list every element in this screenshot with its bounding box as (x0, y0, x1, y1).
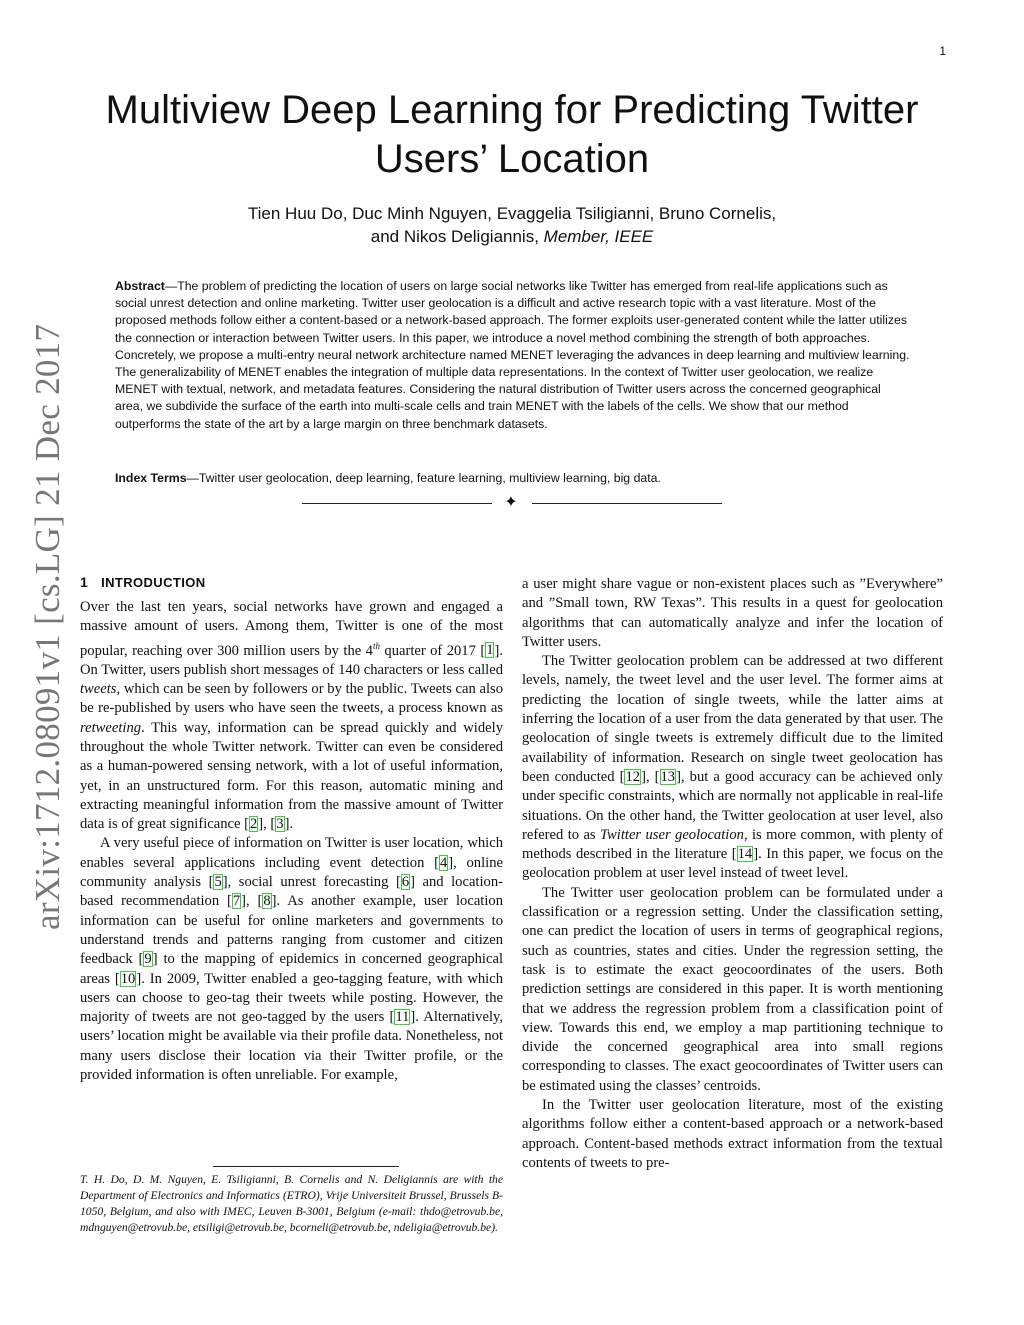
author-line-1: Tien Huu Do, Duc Minh Nguyen, Evaggelia Tsiligianni, Bruno Cornelis, (247, 204, 777, 223)
abstract-label: Abstract (115, 279, 165, 293)
intro-paragraph-2: A very useful piece of information on Twitter is user location, which enables several applications including event detection [4], online community analysis [5], social unrest forecasting [6] and location-based recommendation [7], [8]. As another example, user location information can be useful for online marketers and governments to understand trends and patterns ranging from customer and citizen feedback [9] to the mapping of epidemics in concerned geographical areas [10]. In 2009, Twitter enabled a geo-tagging feature, with which users can choose to geo-tag their tweets while posting. However, the majority of tweets are not geo-tagged by the users [11]. Alternatively, users’ location might be available via their profile data. Nonetheless, not many users disclose their location via their Twitter profile, or the provided information is often unreliable. For example, (80, 835, 503, 1083)
page-number: 1 (939, 44, 946, 58)
section-title: INTRODUCTION (101, 575, 206, 590)
citation-link[interactable]: 5 (214, 874, 222, 891)
intro-paragraph-3: a user might share vague or non-existent places such as ”Everywhere” and ”Small town, RW Texas”. This results in a quest for geolocation algorithms that can automatically analyze and infer the location of Twitter users. (522, 576, 943, 650)
author-line-2-names: and Nikos Deligiannis, (370, 227, 544, 246)
abstract-text: —The problem of predicting the location of users on large social networks like Twitter has emerged from real-life applications such as social unrest detection and online marketing. Twitter user geolocation is a difficult and active research topic with a vast literature. Most of the proposed methods follow either a content-based or a network-based approach. The former exploits user-generated content while the latter utilizes the connection or interaction between Twitter users. In this paper, we introduce a novel method combining the strength of both approaches. Concretely, we propose a multi-entry neural network architecture named MENET leveraging the advances in deep learning and multiview learning. The generalizability of MENET enables the integration of multiple data representations. In the context of Twitter user geolocation, we realize MENET with textual, network, and metadata features. Considering the natural distribution of Twitter users across the concerned geographical area, we subdivide the surface of the earth into multi-scale cells and train MENET with the labels of the cells. We show that our method outperforms the state of the art by a large margin on three benchmark datasets. (115, 279, 910, 431)
section-separator (302, 494, 722, 514)
separator-rule-left (302, 503, 492, 504)
intro-paragraph-4: The Twitter geolocation problem can be addressed at two different levels, namely, the tweet level and the user level. The former aims at predicting the location of single tweets, while the latter aims at inferring the location of a user from the data generated by that user. The geolocation of single tweets is extremely difficult due to the limited availability of information. Research on single tweet geolocation has been conducted [12], [13], but a good accuracy can be achieved only under specific constraints, which are normally not applicable in real-life situations. On the other hand, the Twitter geolocation at user level, also refered to as Twitter user geolocation, is more common, with plenty of methods described in the literature [14]. In this paper, we focus on the geolocation problem at user level instead of tweet level. (522, 653, 944, 882)
citation-link[interactable]: 1 (486, 642, 494, 659)
index-terms-text: —Twitter user geolocation, deep learning, feature learning, multiview learning, big data. (186, 471, 661, 485)
citation-link[interactable]: 2 (249, 816, 258, 833)
separator-rule-right (532, 503, 722, 504)
superscript: th (372, 640, 380, 651)
section-heading (80, 574, 206, 590)
citation-link[interactable]: 4 (439, 854, 448, 871)
author-affiliation-footnote: T. H. Do, D. M. Nguyen, E. Tsiligianni, B. Cornelis and N. Deligiannis are with the Department of Electronics and Informatics (ETRO), Vrije Universiteit Brussel, Brussels B-1050, Belgium, and also with IMEC, Leuven B-3001, Belgium (e-mail: thdo@etrovub.be, mdnguyen@etrovub.be, etsiligi@etrovub.be, bcorneli@etrovub.be, ndeligia@etrovub.be). (80, 1173, 503, 1234)
diamond-icon: ✦ (504, 494, 518, 511)
abstract (115, 278, 910, 433)
citation-link[interactable]: 3 (276, 816, 284, 833)
left-column (80, 598, 503, 1085)
citation-link[interactable]: 11 (395, 1009, 410, 1026)
intro-paragraph-1: Over the last ten years, social networks have grown and engaged a massive amount of users. Among them, Twitter is one of the most popular, reaching over 300 million users by the 4th quarter of 2017 [1]. On Twitter, users publish short messages of 140 characters or less called tweets, which can be seen by followers or by the public. Tweets can also be re-published by users who have seen the tweets, a process known as retweeting. This way, information can be spread quickly and widely throughout the whole Twitter network. Twitter can even be considered as a human-powered sensing network, with a lot of useful information, yet, in an unstructured form. For this reason, automatic mining and extracting meaningful information from the massive amount of Twitter data is of great significance [2], [3]. (80, 599, 503, 833)
section-number: 1 (80, 574, 89, 590)
author-line-2 (150, 225, 874, 248)
arxiv-identifier[interactable]: arXiv:1712.08091v1 [cs.LG] 21 Dec 2017 (28, 323, 67, 930)
intro-paragraph-6: In the Twitter user geolocation literature, most of the existing algorithms follow either a content-based approach or a network-based approach. Content-based methods extract information from the textual contents of tweets to pre- (522, 1097, 943, 1171)
citation-link[interactable]: 10 (120, 970, 136, 987)
author-list (150, 202, 874, 248)
citation-link[interactable]: 9 (144, 951, 152, 968)
citation-link[interactable]: 8 (263, 893, 271, 910)
author-membership: Member, IEEE (543, 227, 654, 246)
citation-link[interactable]: 6 (401, 874, 410, 891)
paper-title: Multiview Deep Learning for Predicting Twitter Users’ Location (105, 88, 919, 181)
citation-link[interactable]: 14 (737, 846, 753, 863)
citation-link[interactable]: 13 (660, 768, 676, 785)
citation-link[interactable]: 7 (232, 893, 241, 910)
footnote-rule (213, 1166, 399, 1167)
index-terms-label: Index Terms (115, 471, 187, 485)
citation-link[interactable]: 12 (625, 768, 641, 785)
intro-paragraph-5: The Twitter user geolocation problem can be formulated under a classification or a regression setting. Under the classification setting, one can predict the location of users in terms of geographical regions, such as countries, states and cities. Under the regression setting, the task is to estimate the exact geocoordinates of the users. Both prediction settings are considered in this paper. It is worth mentioning that we address the regression problem from a classification point of view. Towards this end, we employ a map partitioning technique to divide the concerned geographical area into small regions corresponding to classes. The exact geocoordinates of Twitter users can be estimated using the classes’ centroids. (522, 884, 943, 1094)
right-column (522, 575, 943, 1173)
index-terms (115, 470, 910, 487)
